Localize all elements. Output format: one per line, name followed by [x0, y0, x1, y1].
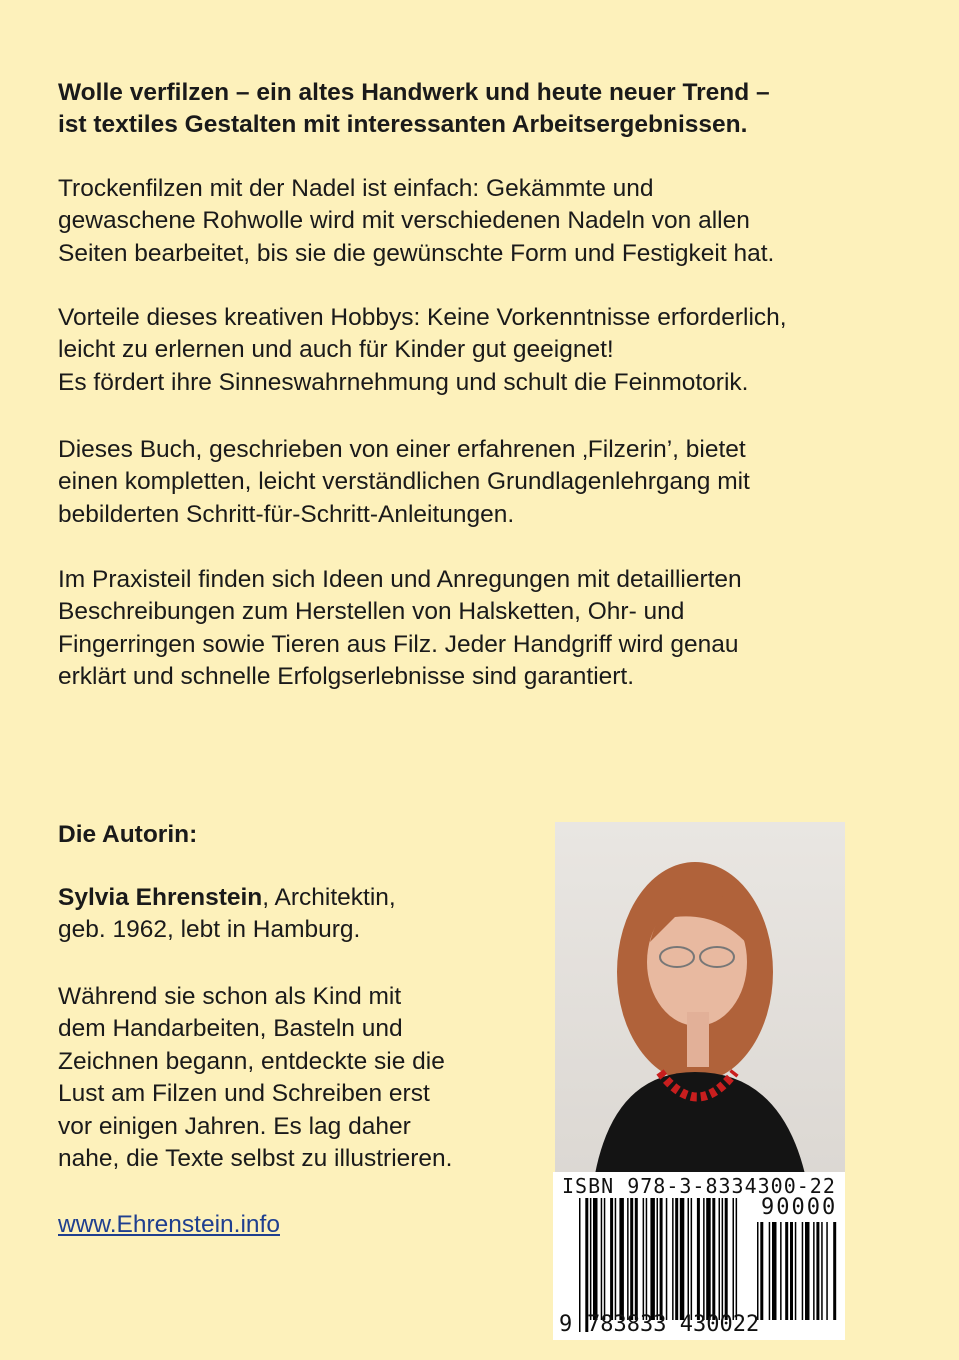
barcode-first-digit: 9 [559, 1312, 573, 1337]
barcode-bar [790, 1222, 793, 1320]
website-link[interactable]: www.Ehrenstein.info [58, 1211, 280, 1238]
text-line: vor einigen Jahren. Es lag daher [58, 1112, 411, 1140]
barcode-bar [703, 1198, 705, 1320]
barcode-bar [604, 1198, 606, 1320]
barcode-bar [646, 1198, 648, 1320]
paragraph-book [58, 434, 750, 531]
text-line: nahe, die Texte selbst zu illustrieren. [58, 1145, 453, 1173]
barcode-bar [736, 1198, 738, 1320]
author-born: geb. 1962, lebt in Hamburg. [58, 916, 361, 944]
author-bio [58, 981, 453, 1175]
author-intro [58, 882, 396, 947]
barcode-bar [816, 1222, 819, 1320]
barcode-bar [593, 1198, 598, 1320]
text-line: Beschreibungen zum Herstellen von Halsketten, Ohr- und [58, 598, 685, 626]
barcode-bar [821, 1222, 823, 1320]
paragraph-advantages [58, 302, 787, 399]
barcode-bar [590, 1198, 592, 1320]
barcode-bar [650, 1198, 655, 1320]
text-line: Lust am Filzen und Schreiben erst [58, 1080, 430, 1108]
barcode-bar [719, 1198, 721, 1320]
author-profession: , Architektin, [262, 884, 396, 911]
barcode-bar [672, 1198, 674, 1320]
text-line: Fingerringen sowie Tieren aus Filz. Jeder Handgriff wird genau [58, 630, 739, 658]
barcode-bar [802, 1222, 804, 1320]
text-line: erklärt und schnelle Erfolgserlebnisse sind garantiert. [58, 663, 635, 691]
barcode-bar [615, 1198, 617, 1320]
barcode-bar [795, 1222, 797, 1320]
barcode-bar [680, 1198, 685, 1320]
barcode-bar [660, 1198, 663, 1320]
text-line: Es fördert ihre Sinneswahrnehmung und schult die Feinmotorik. [58, 368, 749, 396]
barcode-bar [635, 1198, 638, 1320]
barcode-bar [725, 1198, 728, 1320]
paragraph-needle-felting [58, 173, 774, 270]
barcode-bar [610, 1198, 613, 1320]
text-line: Vorteile dieses kreativen Hobbys: Keine Vorkenntnisse erforderlich, [58, 304, 787, 331]
text-line: leicht zu erlernen und auch für Kinder gut geeignet! [58, 336, 614, 364]
barcode-bar [666, 1198, 668, 1320]
text-line: Im Praxisteil finden sich Ideen und Anregungen mit detaillierten [58, 566, 742, 593]
barcode-bar [627, 1198, 629, 1320]
barcode-bar [688, 1198, 690, 1320]
price-code: 90000 [761, 1195, 838, 1220]
text-line: dem Handarbeiten, Basteln und [58, 1015, 403, 1043]
barcode-bar [833, 1222, 836, 1320]
barcode-bar [657, 1198, 659, 1320]
text-line: Seiten bearbeitet, bis sie die gewünschte Form und Festigkeit hat. [58, 239, 775, 267]
isbn-barcode [553, 1172, 845, 1340]
headline-line: ist textiles Gestalten mit interessanten Arbeitsergebnissen. [58, 111, 748, 139]
barcode-bar [697, 1198, 700, 1320]
barcode-bar [601, 1198, 603, 1320]
barcode-bar [722, 1198, 724, 1320]
author-heading: Die Autorin: [58, 821, 198, 848]
barcode-bar [760, 1222, 763, 1320]
barcode-bar [579, 1198, 581, 1332]
headline-line: Wolle verfilzen – ein altes Handwerk und heute neuer Trend – [58, 79, 770, 106]
barcode-bar [780, 1222, 782, 1320]
text-line: einen kompletten, leicht verständlichen Grundlagenlehrgang mit [58, 468, 750, 496]
barcode-bar [712, 1198, 715, 1320]
barcode-bar [757, 1222, 759, 1320]
barcode-bar [675, 1198, 678, 1320]
barcode-bar [619, 1198, 624, 1320]
barcode-bar [805, 1222, 810, 1320]
barcode-bar [826, 1222, 828, 1320]
barcode-bar [733, 1198, 735, 1320]
barcode-bar [785, 1222, 788, 1320]
barcode-bar [643, 1198, 645, 1320]
barcode-digits: 783833 430022 [587, 1312, 760, 1337]
text-line: Dieses Buch, geschrieben von einer erfahrenen ‚Filzerin’, bietet [58, 436, 746, 463]
barcode-bar [772, 1222, 777, 1320]
barcode-bar [769, 1222, 771, 1320]
paragraph-practice [58, 564, 742, 694]
author-photo [555, 822, 845, 1174]
barcode-bar [813, 1222, 815, 1320]
text-line: gewaschene Rohwolle wird mit verschiedenen Nadeln von allen [58, 207, 750, 235]
barcode-bar [691, 1198, 693, 1320]
text-line: Trockenfilzen mit der Nadel ist einfach: Gekämmte und [58, 175, 654, 202]
text-line: Während sie schon als Kind mit [58, 983, 402, 1010]
barcode-bar [706, 1198, 711, 1320]
text-line: bebilderten Schritt-für-Schritt-Anleitungen. [58, 500, 515, 528]
barcode-bar [630, 1198, 633, 1320]
text-line: Zeichnen begann, entdeckte sie die [58, 1047, 445, 1075]
headline [58, 77, 770, 142]
author-name: Sylvia Ehrenstein [58, 884, 263, 911]
isbn-text: ISBN 978-3-8334300-22 [562, 1174, 836, 1198]
